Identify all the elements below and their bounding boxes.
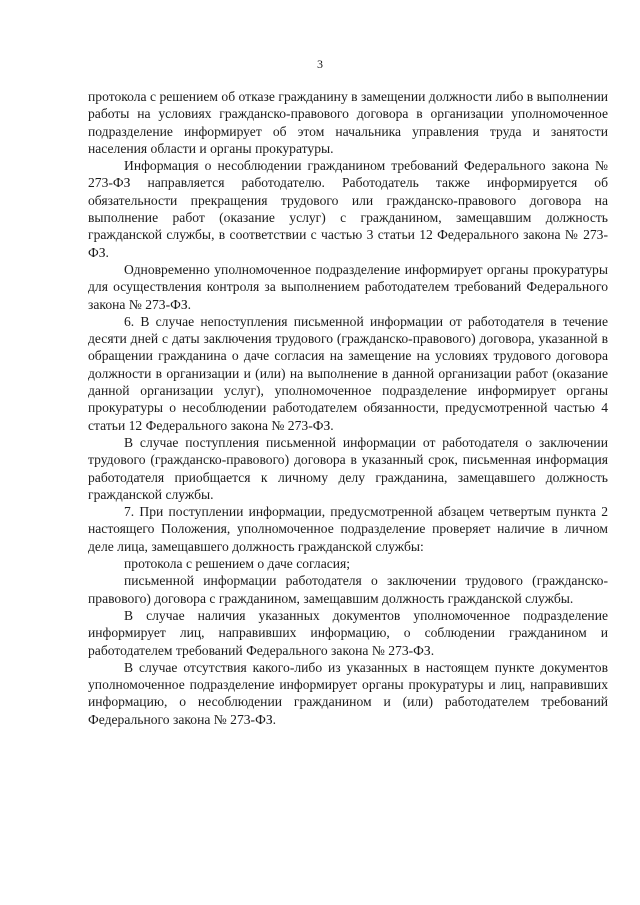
paragraph-7: протокола с решением о даче согласия; [124, 556, 351, 572]
paragraph-2: Информация о несоблюдении гражданином требований Федерального закона № 273-ФЗ направляется работодателю. Работодатель также информируется об обязательности прекращения трудового или гражданско-правового договора на выполнение работ (оказание услуг) с гражданином, замещавшим должность гражданской службы, в соответствии с частью 3 статьи 12 Федерального закона № 273-ФЗ. [88, 158, 608, 260]
page-number: 3 [317, 57, 323, 71]
paragraph-10: В случае отсутствия какого-либо из указанных в настоящем пункте документов уполномоченное подразделение информирует органы прокуратуры и лиц, направивших информацию, о несоблюдении гражданином и (или) работодателем требований Федерального закона № 273-ФЗ. [88, 659, 608, 727]
paragraph-8: письменной информации работодателя о заключении трудового (гражданско-правового) договора с гражданином, замещавшим должность гражданской службы. [88, 573, 608, 606]
paragraph-6: 7. При поступлении информации, предусмотренной абзацем четвертым пункта 2 настоящего Положения, уполномоченное подразделение проверяет наличие в личном деле лица, замещавшего должность гражданской службы: [88, 504, 608, 554]
document-body [88, 88, 608, 728]
paragraph-1: протокола с решением об отказе гражданину в замещении должности либо в выполнении работы на условиях гражданско-правового договора в организации уполномоченное подразделение информирует об этом начальника управления труда и занятости населения области и органы прокуратуры. [88, 89, 608, 156]
paragraph-9: В случае наличия указанных документов уполномоченное подразделение информирует лиц, направивших информацию, о соблюдении гражданином и работодателем требований Федерального закона № 273-ФЗ. [88, 607, 608, 658]
paragraph-3: Одновременно уполномоченное подразделение информирует органы прокуратуры для осуществления контроля за выполнением работодателем требований Федерального закона № 273-ФЗ. [88, 261, 608, 312]
paragraph-5: В случае поступления письменной информации от работодателя о заключении трудового (гражданско-правового) договора в указанный срок, письменная информация работодателя приобщается к личному делу гражданина, замещавшего должность гражданской службы. [88, 434, 608, 502]
paragraph-4: 6. В случае непоступления письменной информации от работодателя в течение десяти дней с даты заключения трудового (гражданско-правового) договора, указанной в обращении гражданина о даче согласия на замещение на условиях трудового договора должности в организации и (или) на выполнение в данной организации работ (оказание данной организации услуг), уполномоченное подразделение информирует органы прокуратуры о несоблюдении работодателем обязанности, предусмотренной частью 4 статьи 12 Федерального закона № 273-ФЗ. [88, 313, 608, 433]
